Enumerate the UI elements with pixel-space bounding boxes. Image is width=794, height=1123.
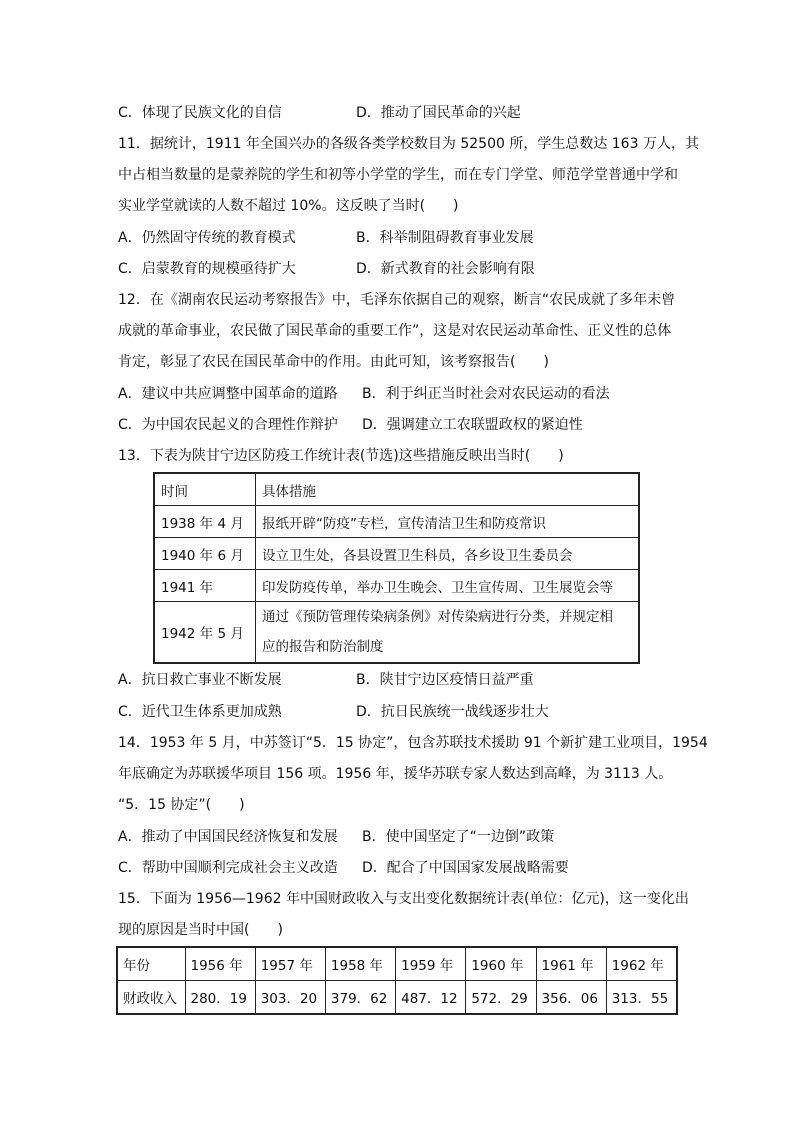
table-cell-time: 1940 年 6 月 <box>154 538 256 570</box>
q12-option-c: C．为中国农民起义的合理性作辩护 <box>118 417 338 433</box>
q14-option-d: D．配合了中国国家发展战略需要 <box>362 860 569 876</box>
table-cell-time: 1942 年 5 月 <box>154 602 256 664</box>
q12-option-b: B．利于纠正当时社会对农民运动的看法 <box>362 386 610 402</box>
q12-stem-line-1: 12．在《湖南农民运动考察报告》中，毛泽东依据自己的观察，断言“农民成就了多年未曾 <box>118 292 676 308</box>
table-cell: 303．20 <box>255 981 325 1015</box>
table-row <box>154 538 639 570</box>
table-cell: 280．19 <box>185 981 255 1015</box>
table-header-cell: 1958 年 <box>325 947 395 981</box>
table-header-cell: 时间 <box>154 473 256 506</box>
q13-option-b: B．陕甘宁边区疫情日益严重 <box>356 672 534 688</box>
table-cell: 356．06 <box>536 981 606 1015</box>
q14-option-a: A．推动了中国国民经济恢复和发展 <box>118 829 338 845</box>
q11-option-d: D．新式教育的社会影响有限 <box>356 261 535 277</box>
q15-stem-line-2: 现的原因是当时中国( ) <box>118 922 283 938</box>
q12-stem-line-3: 肯定，彰显了农民在国民革命中的作用。由此可知，该考察报告( ) <box>118 354 549 370</box>
q13-stem: 13．下表为陕甘宁边区防疫工作统计表(节选)这些措施反映出当时( ) <box>118 448 564 464</box>
table-cell: 313．55 <box>606 981 677 1015</box>
table-cell: 572．29 <box>466 981 536 1015</box>
table-row <box>154 570 639 602</box>
table-header-cell: 1959 年 <box>396 947 466 981</box>
table-cell-time: 1941 年 <box>154 570 256 602</box>
table-cell: 财政收入 <box>117 981 185 1015</box>
table-header-cell: 年份 <box>117 947 185 981</box>
table-header-cell: 1962 年 <box>606 947 677 981</box>
q11-stem-line-3: 实业学堂就读的人数不超过 10%。这反映了当时( ) <box>118 198 459 214</box>
q14-option-b: B．使中国坚定了“一边倒”政策 <box>362 829 555 845</box>
table-cell-time: 1938 年 4 月 <box>154 506 256 538</box>
table-header-cell: 具体措施 <box>256 473 640 506</box>
table-cell: 379．62 <box>325 981 395 1015</box>
q10-option-c: C．体现了民族文化的自信 <box>118 105 282 121</box>
q14-option-c: C．帮助中国顺利完成社会主义改造 <box>118 860 338 876</box>
table-row <box>154 506 639 538</box>
q13-option-a: A．抗日救亡事业不断发展 <box>118 672 282 688</box>
table-header-cell: 1961 年 <box>536 947 606 981</box>
table-cell-measure <box>256 602 640 664</box>
table-cell-measure-line-2: 应的报告和防治制度 <box>262 639 384 655</box>
table-cell-measure: 印发防疫传单，举办卫生晚会、卫生宣传周、卫生展览会等 <box>256 570 640 602</box>
q14-stem-line-2: 年底确定为苏联援华项目 156 项。1956 年，援华苏联专家人数达到高峰，为 3113 人。 <box>118 766 673 782</box>
epidemic-table <box>153 472 640 664</box>
table-cell: 487．12 <box>396 981 466 1015</box>
q14-stem-line-3: “5．15 协定”( ) <box>118 797 245 813</box>
q13-option-c: C．近代卫生体系更加成熟 <box>118 704 282 720</box>
q11-option-b: B．科举制阻碍教育事业发展 <box>356 230 534 246</box>
table-header-cell: 1956 年 <box>185 947 255 981</box>
q11-option-c: C．启蒙教育的规模亟待扩大 <box>118 261 296 277</box>
table-row <box>117 981 677 1015</box>
q12-option-a: A．建议中共应调整中国革命的道路 <box>118 386 338 402</box>
table-header-cell: 1957 年 <box>255 947 325 981</box>
table-header-row <box>154 473 639 506</box>
q13-option-d: D．抗日民族统一战线逐步壮大 <box>356 704 549 720</box>
table-cell-measure: 设立卫生处，各县设置卫生科员，各乡设卫生委员会 <box>256 538 640 570</box>
table-header-row <box>117 947 677 981</box>
q15-stem-line-1: 15．下面为 1956—1962 年中国财政收入与支出变化数据统计表(单位：亿元)，这一变化出 <box>118 891 689 907</box>
q11-option-a: A．仍然固守传统的教育模式 <box>118 230 296 246</box>
table-cell-measure-line-1: 通过《预防管理传染病条例》对传染病进行分类，并规定相 <box>262 609 613 625</box>
table-cell-measure: 报纸开辟“防疫”专栏，宣传清洁卫生和防疫常识 <box>256 506 640 538</box>
q11-stem-line-1: 11．据统计，1911 年全国兴办的各级各类学校数目为 52500 所，学生总数达 163 万人，其 <box>118 136 699 152</box>
q14-stem-line-1: 14．1953 年 5 月，中苏签订“5．15 协定”，包含苏联技术援助 91 个新扩建工业项目，1954 <box>118 735 708 751</box>
q12-option-d: D．强调建立工农联盟政权的紧迫性 <box>362 417 583 433</box>
table-row <box>154 602 639 664</box>
table-header-cell: 1960 年 <box>466 947 536 981</box>
finance-table <box>116 946 678 1015</box>
q11-stem-line-2: 中占相当数量的是蒙养院的学生和初等小学堂的学生，而在专门学堂、师范学堂普通中学和 <box>118 167 678 183</box>
q10-option-d: D．推动了国民革命的兴起 <box>356 105 521 121</box>
q12-stem-line-2: 成就的革命事业，农民做了国民革命的重要工作”，这是对农民运动革命性、正义性的总体 <box>118 323 672 339</box>
